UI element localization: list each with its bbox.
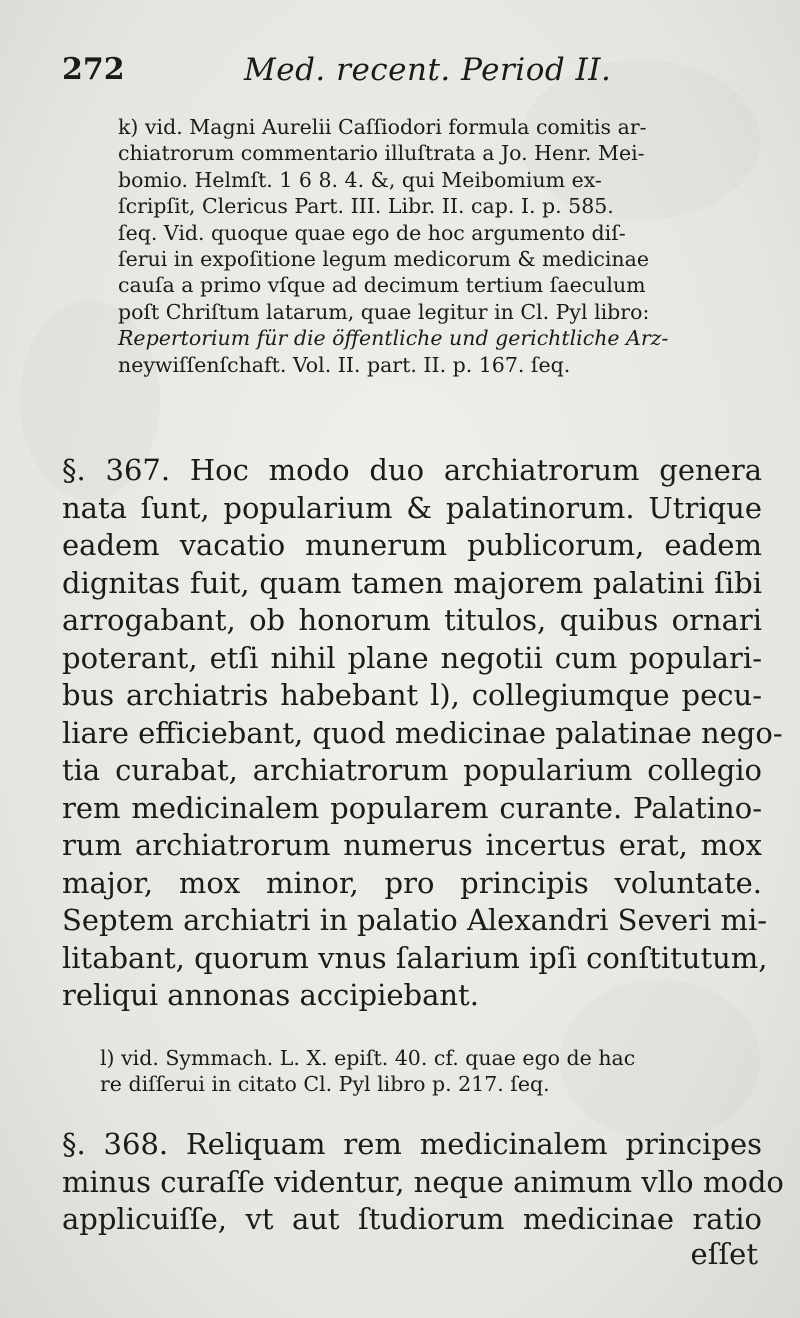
paragraph-368 xyxy=(62,1126,784,1239)
paragraph-line: nata ſunt, popularium & palatinorum. Utrique xyxy=(62,490,762,525)
footnote-line: chiatrorum commentario illuſtrata a Jo. Henr. Mei- xyxy=(118,141,645,166)
paragraph-367 xyxy=(62,452,783,1015)
footnote-line: re diſſerui in citato Cl. Pyl libro p. 217. ſeq. xyxy=(100,1072,550,1097)
page-header xyxy=(62,52,762,96)
footnote-k xyxy=(118,114,758,378)
paragraph-line: rum archiatrorum numerus incertus erat, mox xyxy=(62,828,762,862)
paragraph-line: tia curabat, archiatrorum popularium collegio xyxy=(62,753,762,787)
running-head: Med. recent. Period II. xyxy=(244,52,612,88)
paragraph-line: liare efficiebant, quod medicinae palatinae nego- xyxy=(62,715,783,750)
paragraph-line: major, mox minor, pro principis voluntate. xyxy=(62,865,762,900)
footnote-line: ſerui in expoſitione legum medicorum & medicinae xyxy=(118,247,649,272)
paragraph-line: §. 368. Reliquam rem medicinalem principes xyxy=(62,1127,762,1161)
paragraph-line: bus archiatris habebant l), collegiumque pecu- xyxy=(62,678,762,712)
paragraph-line: arrogabant, ob honorum titulos, quibus ornari xyxy=(62,603,762,637)
paragraph-line: eadem vacatio munerum publicorum, eadem xyxy=(62,528,762,562)
footnote-line: Repertorium für die öffentliche und gerichtliche Arz- xyxy=(118,326,669,351)
footnote-line: cauſa a primo vſque ad decimum tertium ſaeculum xyxy=(118,273,646,298)
paragraph-line: rem medicinalem popularem curante. Palatino- xyxy=(62,790,762,825)
paragraph-line: litabant, quorum vnus ſalarium ipſi conſtitutum, xyxy=(62,940,768,975)
paragraph-line: reliqui annonas accipiebant. xyxy=(62,978,479,1012)
paragraph-line: minus curaſſe videntur, neque animum vllo modo xyxy=(62,1164,784,1199)
footnote-line: neywiſſenſchaft. Vol. II. part. II. p. 167. ſeq. xyxy=(118,352,571,377)
footnote-l xyxy=(100,1045,760,1098)
footnote-line: l) vid. Symmach. L. X. epiſt. 40. cf. quae ego de hac xyxy=(100,1046,636,1070)
paragraph-line: Septem archiatri in palatio Alexandri Severi mi- xyxy=(62,903,768,937)
paragraph-line: poterant, etſi nihil plane negotii cum populari- xyxy=(62,640,762,675)
paragraph-line: §. 367. Hoc modo duo archiatrorum genera xyxy=(62,453,762,487)
footnote-line: k) vid. Magni Aurelii Caſſiodori formula comitis ar- xyxy=(118,115,647,139)
catchword: eſſet xyxy=(690,1237,758,1271)
footnote-line: ſeq. Vid. quoque quae ego de hoc argumento diſ- xyxy=(118,220,626,245)
footnote-line: ſcripſit, Clericus Part. III. Libr. II. cap. I. p. 585. xyxy=(118,194,614,219)
paragraph-line: applicuiſſe, vt aut ſtudiorum medicinae ratio xyxy=(62,1202,762,1236)
page-number: 272 xyxy=(62,52,125,87)
paragraph-line: dignitas fuit, quam tamen majorem palatini ſibi xyxy=(62,565,762,600)
footnote-line: bomio. Helmſt. 1 6 8. 4. &, qui Meibomium ex- xyxy=(118,167,602,192)
footnote-line: poſt Chriſtum latarum, quae legitur in Cl. Pyl libro: xyxy=(118,299,650,324)
